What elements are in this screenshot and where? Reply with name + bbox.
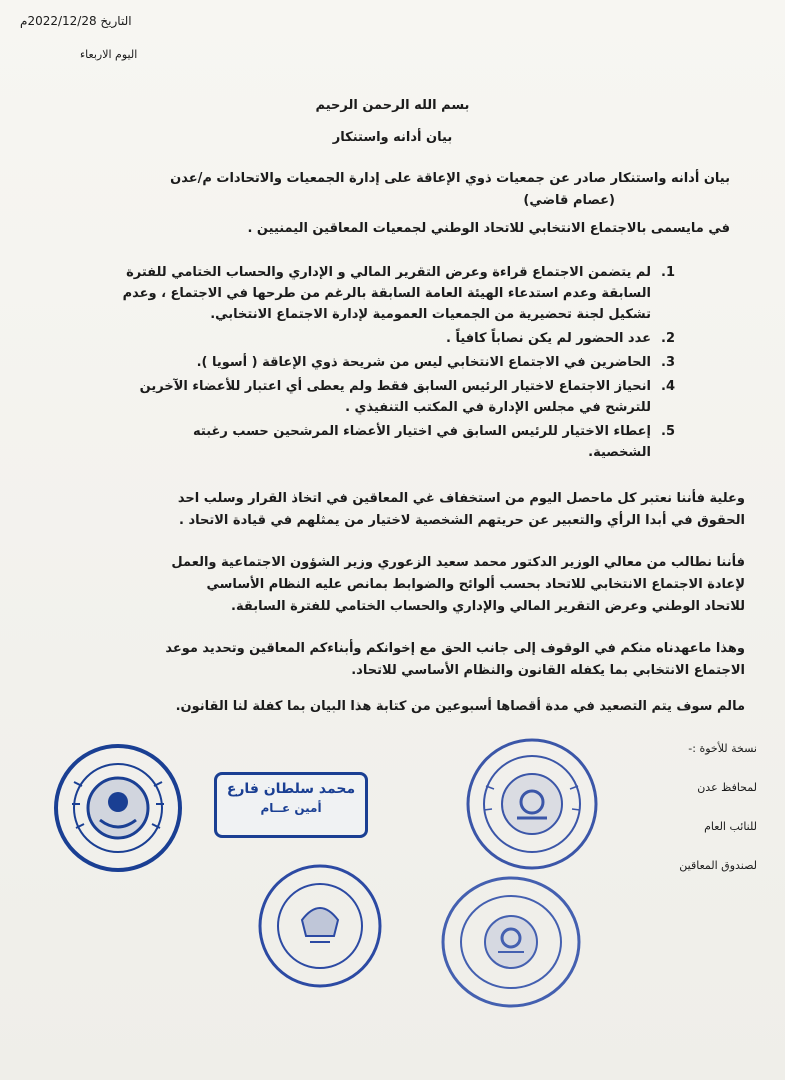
list-item <box>115 376 675 418</box>
republic-round-stamp-right <box>462 734 602 874</box>
document-date: التاريخ 2022/12/28م <box>20 14 132 28</box>
paragraph-condemnation <box>25 488 745 532</box>
document-day: اليوم الاربعاء <box>80 48 138 61</box>
list-item <box>115 421 675 463</box>
copies-list <box>679 742 757 898</box>
copies-item: لمحافظ عدن <box>697 781 757 794</box>
intro-paragraph <box>30 168 730 240</box>
list-item <box>115 262 675 325</box>
paragraph-line: الحقوق في أبدا الرأي والتعبير عن حريتهم الشخصية لاختيار من يمثلهم في قيادة الاتحاد . <box>178 513 745 528</box>
paragraph-line: لإعادة الاجتماع الانتخابي للاتحاد بحسب ألوائح والضوابط بمانص عليه النظام الأساسي <box>206 577 745 592</box>
copies-item: لصندوق المعاقين <box>679 859 757 872</box>
list-item <box>115 352 675 373</box>
list-item-line: الشخصية. <box>588 445 651 460</box>
list-item-number: 1. <box>661 265 675 280</box>
list-item-number: 4. <box>661 379 675 394</box>
paragraph-line: فأننا نطالب من معالي الوزير الدكتور محمد سعيد الزعوري وزير الشؤون الاجتماعية والعمل <box>171 555 745 570</box>
ministry-round-stamp <box>250 856 390 996</box>
list-item-number: 2. <box>661 331 675 346</box>
paragraph-line: مالم سوف يتم التصعيد في مدة أقصاها أسبوعين من كتابة هذا البيان بما كفلة لنا القانون. <box>175 699 745 714</box>
list-item-line: انحياز الاجتماع لاختيار الرئيس السابق فقط ولم يعطى أي اعتبار للأعضاء الآخرين <box>139 379 651 394</box>
republic-round-stamp-lower <box>438 872 584 1012</box>
paragraph-demand <box>25 552 745 618</box>
paragraph-line: الاجتماع الانتخابي بما يكفله القانون والنظام الأساسي للاتحاد. <box>351 663 745 678</box>
list-item-line: تشكيل لجنة تحضيرية من الجمعيات العمومية لإدارة الاجتماع الانتخابي. <box>210 307 651 322</box>
list-item-line: السابقة وعدم استدعاء الهيئة العامة السابقة بالرغم من طرحها في الاجتماع ، وعدم <box>122 286 651 301</box>
list-item-line: إعطاء الاختيار للرئيس السابق في اختيار الأعضاء المرشحين حسب رغبته <box>193 424 651 439</box>
intro-line: (عصام قاضي) <box>523 193 615 208</box>
signature-name-stamp <box>214 772 368 838</box>
paragraph-hope <box>25 638 745 682</box>
list-item-line: الحاضرين في الاجتماع الانتخابي ليس من شريحة ذوي الإعاقة ( أسويا ). <box>196 355 651 370</box>
stamp-name: محمد سلطان فارع <box>226 781 356 797</box>
stamp-role: أمين عــام <box>260 801 322 815</box>
copies-item: للنائب العام <box>704 820 757 833</box>
intro-line: بيان أدانه واستنكار صادر عن جمعيات ذوي الإعاقة على إدارة الجمعيات والاتحادات م/عدن <box>170 171 730 186</box>
points-list <box>115 262 675 466</box>
document-title: بيان أدانه واستنكار <box>332 130 453 145</box>
paragraph-line: وعلية فأننا نعتبر كل ماحصل اليوم من استخفاف غي المعاقين في اتخاذ القرار وسلب احد <box>177 491 745 506</box>
copies-title: نسخة للأخوة :- <box>688 742 757 755</box>
association-round-stamp <box>52 742 184 874</box>
list-item <box>115 328 675 349</box>
list-item-number: 5. <box>661 424 675 439</box>
list-item-line: لم يتضمن الاجتماع قراءة وعرض التقرير المالي و الإداري والحساب الختامي للفترة <box>126 265 651 280</box>
list-item-number: 3. <box>661 355 675 370</box>
paragraph-line: وهذا ماعهدناه منكم في الوقوف إلى جانب الحق مع إخوانكم وأبناءكم المعاقين وتحديد موعد <box>165 641 745 656</box>
list-item-line: للترشح في مجلس الإدارة في المكتب التنفيذي . <box>345 400 651 415</box>
paragraph-line: للاتحاد الوطني وعرض التقرير المالي والإداري والحساب الختامي للفترة السابقة. <box>231 599 745 614</box>
list-item-line: عدد الحضور لم يكن نصاباً كافياً . <box>446 331 651 346</box>
intro-line: في مايسمى بالاجتماع الانتخابي للاتحاد الوطني لجمعيات المعاقين اليمنيين . <box>247 221 730 236</box>
paragraph-escalation <box>25 696 745 718</box>
basmala: بسم الله الرحمن الرحيم <box>315 98 470 113</box>
